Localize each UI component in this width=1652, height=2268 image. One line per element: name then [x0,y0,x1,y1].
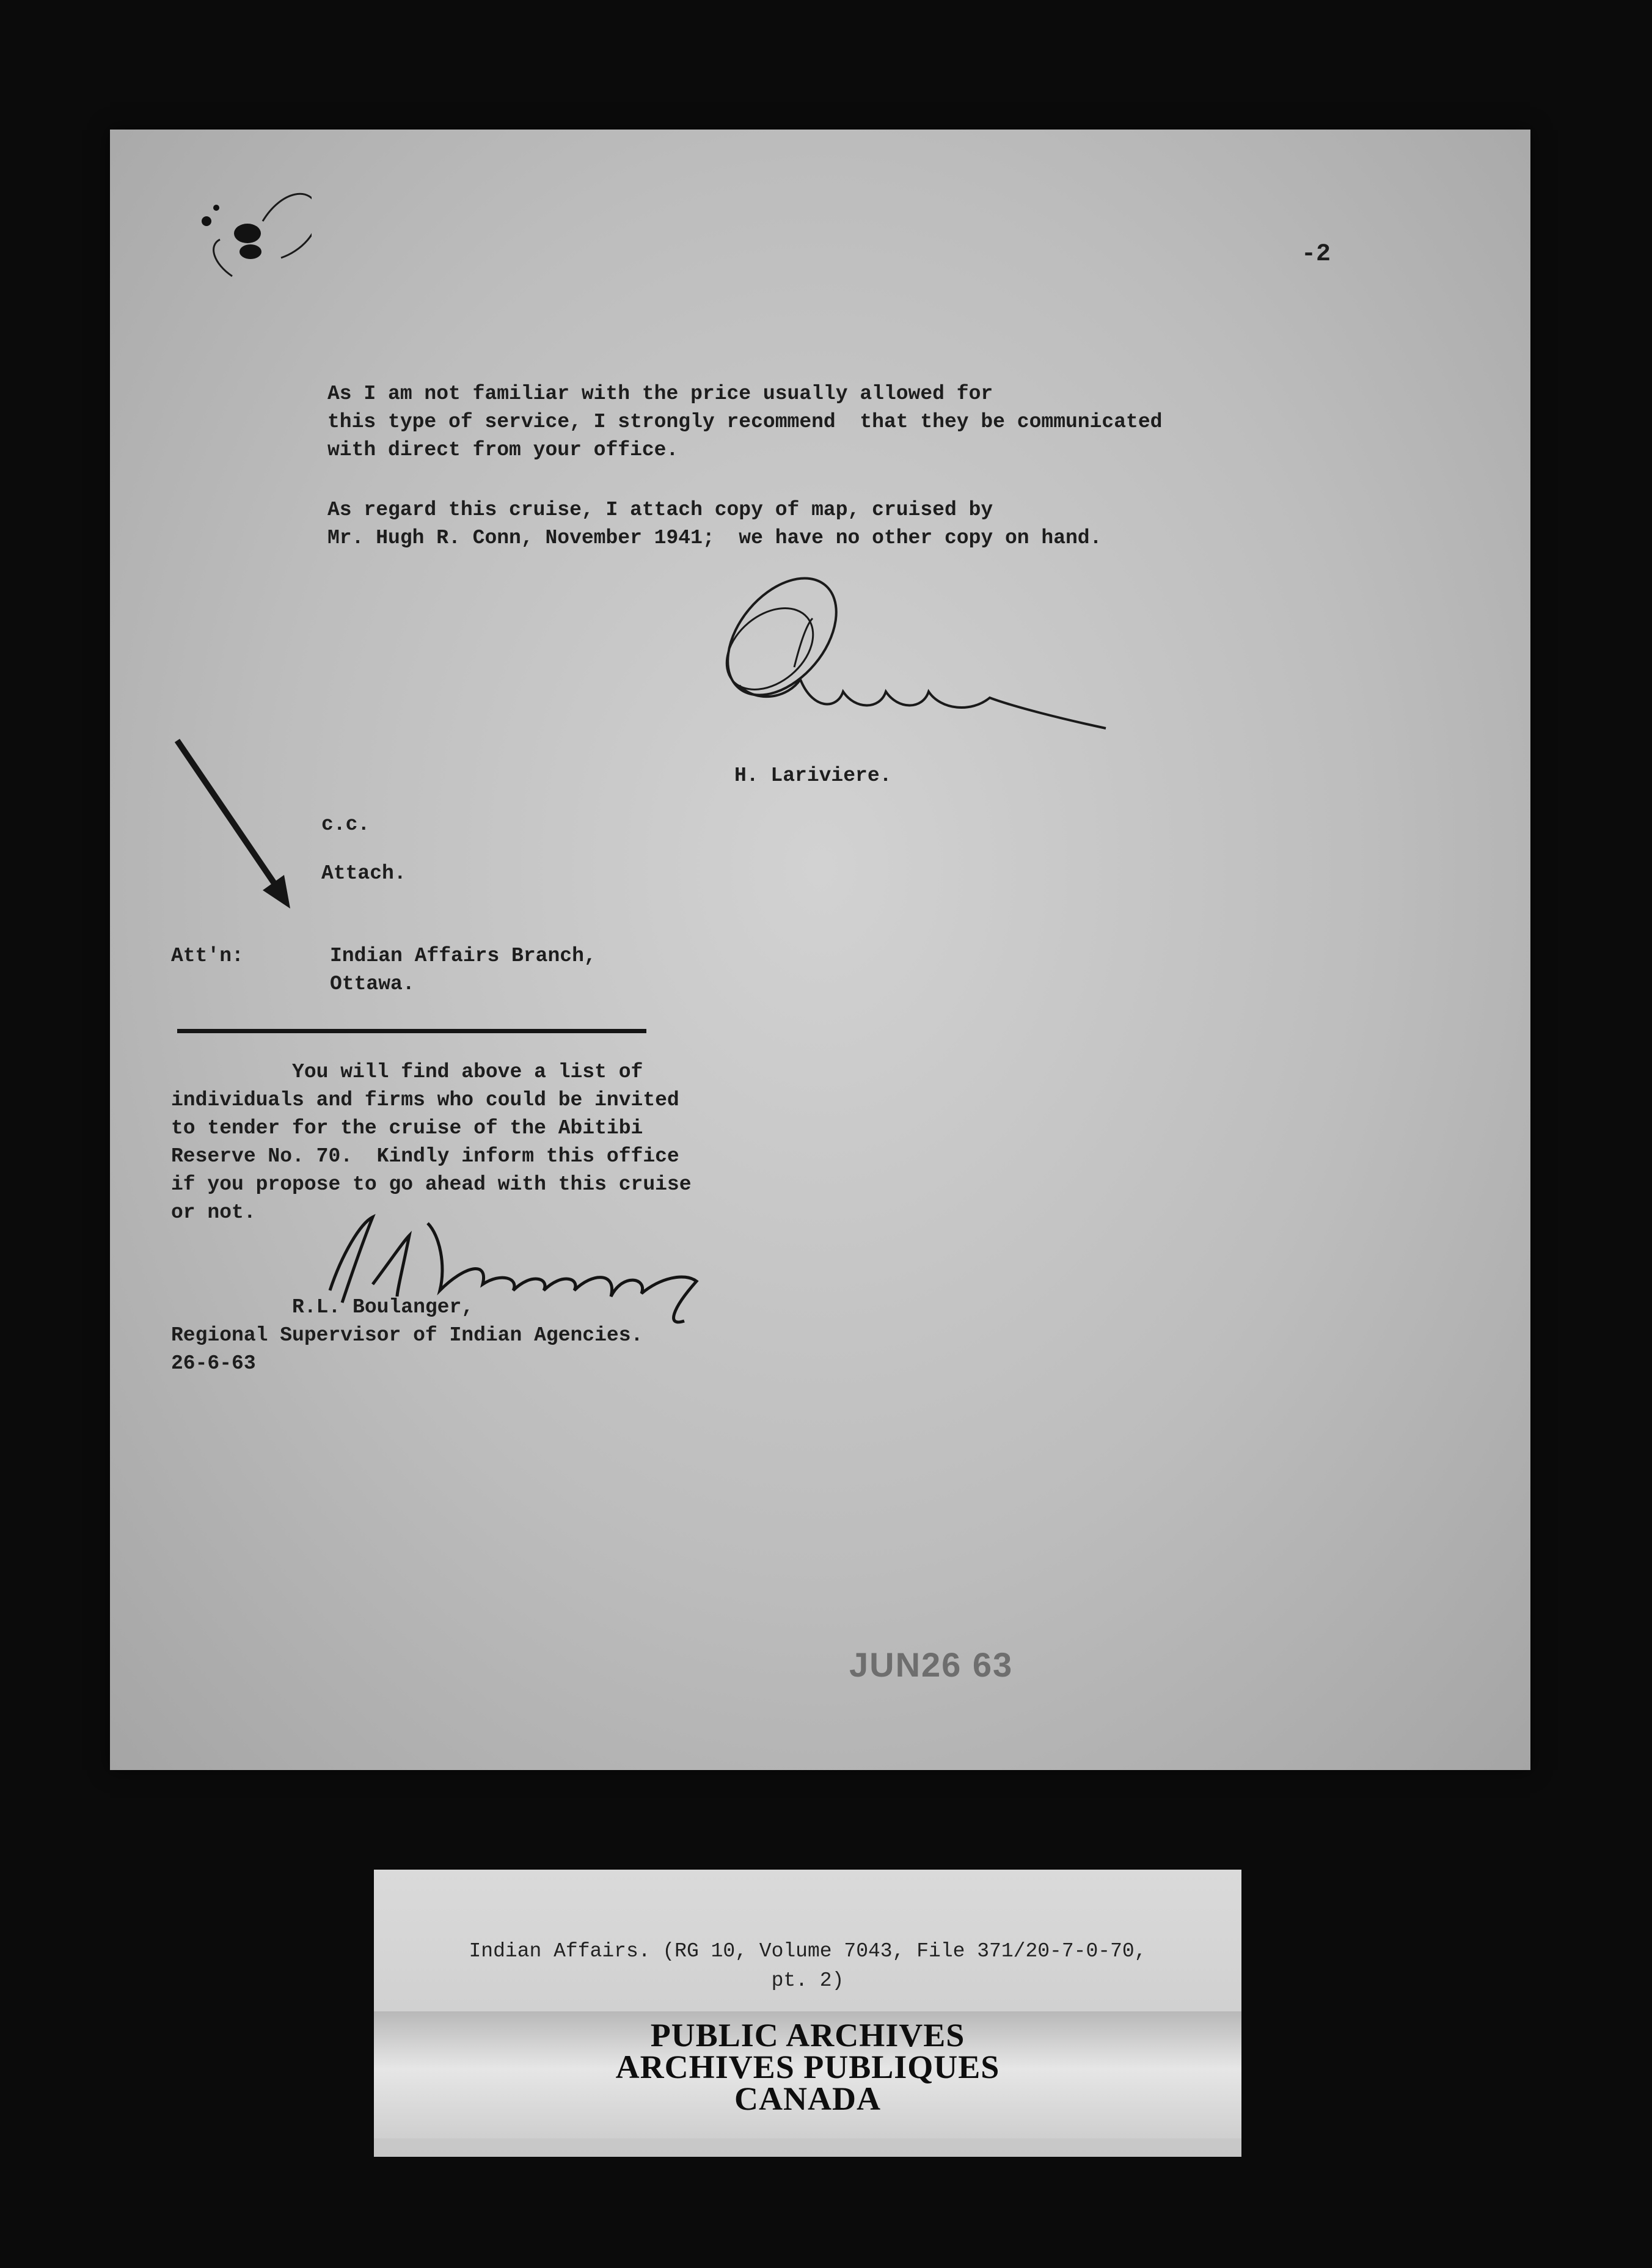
attention-address: Indian Affairs Branch, Ottawa. [330,945,596,995]
document-page [110,130,1530,1770]
archive-name-french: ARCHIVES PUBLIQUES [615,2049,1000,2085]
received-date-stamp: JUN26 63 [849,1645,1014,1684]
paragraph-price-recommendation: As I am not familiar with the price usually allowed for this type of service, I strongly recommend that they be communicated with direct from your office. [327,382,1163,461]
archive-name-english: PUBLIC ARCHIVES [650,2017,965,2054]
lariviere-signature [648,545,1149,789]
cc-label: c.c. [321,813,370,836]
ink-blot-mark [189,166,312,301]
divider-line [177,1029,646,1033]
paragraph-tender-list: You will find above a list of individuals and firms who could be invited to tender for the cruise of the Abitibi Reserve No. 70. Kindly inform this office if you propose to go ahead with this cruise or not. [171,1061,692,1224]
arrow-mark [171,734,305,918]
page-number: -2 [1301,241,1331,268]
archive-label-card [374,1870,1241,2157]
archive-reference: Indian Affairs. (RG 10, Volume 7043, File 371/20-7-0-70, pt. 2) [469,1940,1147,1992]
archive-country: CANADA [734,2080,881,2117]
attention-label: Att'n: [171,945,244,967]
paragraph-map-attachment: As regard this cruise, I attach copy of map, cruised by Mr. Hugh R. Conn, November 1941; we have no other copy on hand. [327,499,1102,549]
signatory-name: H. Lariviere. [734,764,892,787]
signatory-2-block: R.L. Boulanger, Regional Supervisor of Indian Agencies. 26-6-63 [171,1296,643,1375]
attach-label: Attach. [321,862,406,885]
